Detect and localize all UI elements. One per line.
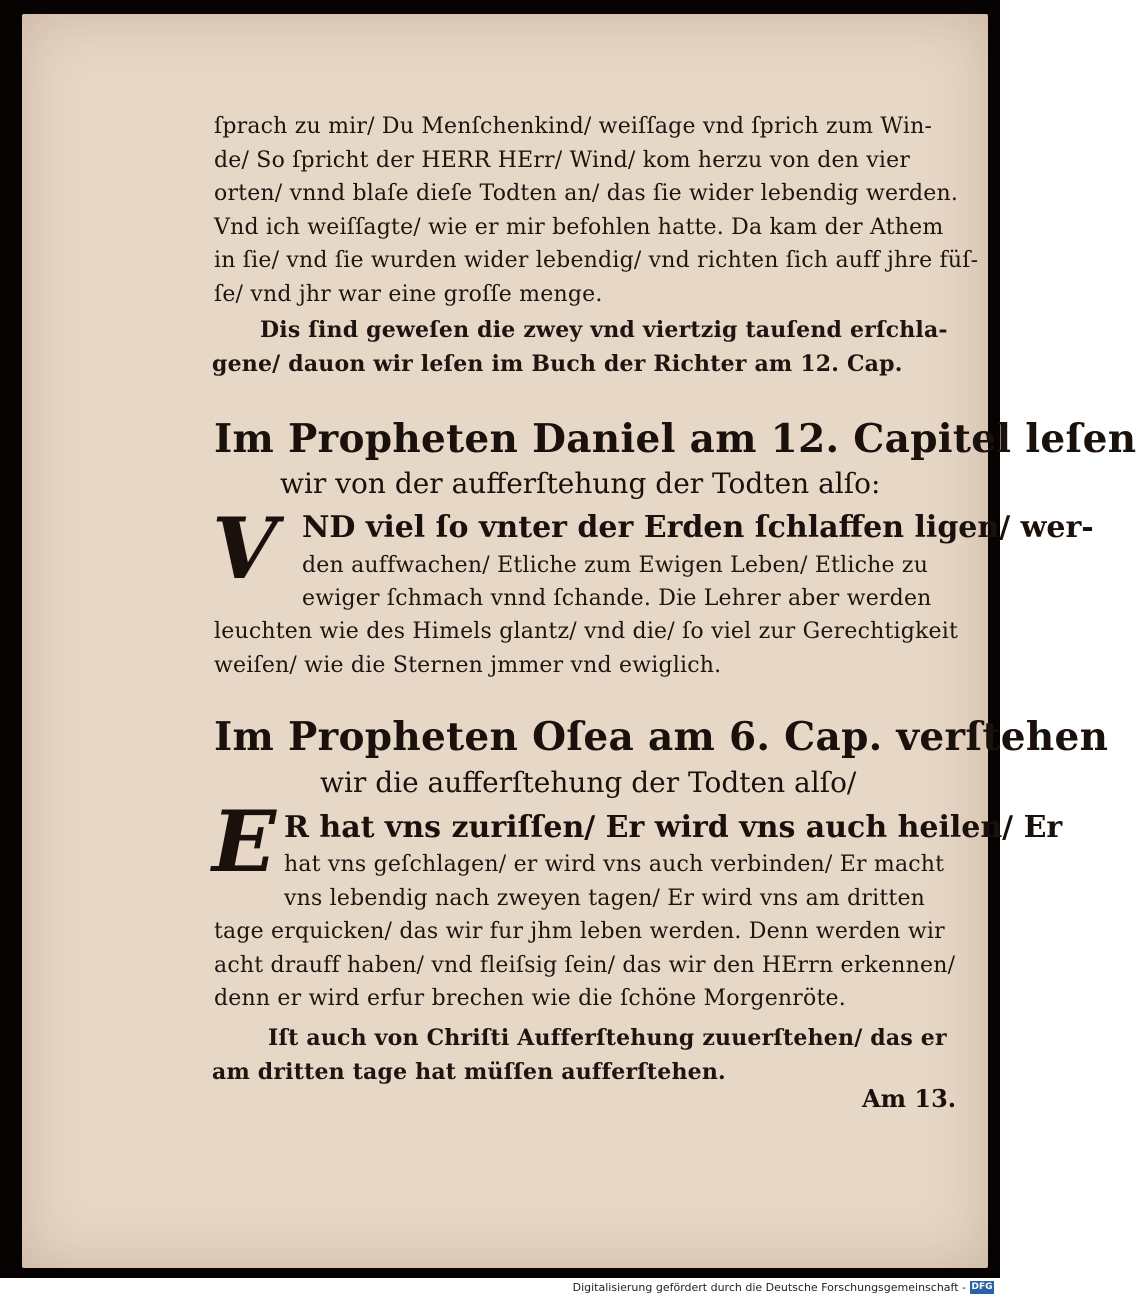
osea-first-line: R hat vns zuriſſen/ Er wird vns auch heilen/ Er	[284, 810, 1063, 845]
text-line: ewiger ſchmach vnnd ſchande. Die Lehrer aber werden	[302, 586, 932, 611]
paragraph-daniel-rest	[214, 615, 964, 682]
heading-osea-line2: wir die aufferſtehung der Todten alſo/	[320, 766, 857, 799]
text-line: Iſt auch von Chriſti Aufferſtehung zuuerſtehen/ das er	[268, 1025, 947, 1051]
paragraph-osea	[284, 848, 944, 915]
text-line: leuchten wie des Himels glantz/ vnd die/ ſo viel zur Gerechtigkeit	[214, 619, 959, 644]
heading-osea-line1: Im Propheten Oſea am 6. Cap. verſtehen	[214, 714, 1109, 760]
text-line: Dis ſind geweſen die zwey vnd viertzig tauſend erſchla-	[260, 317, 948, 343]
drop-cap-e: E	[212, 792, 277, 891]
text-line: am dritten tage hat müſſen aufferſtehen.	[212, 1058, 726, 1085]
text-line: orten/ vnnd blaſe dieſe Todten an/ das ſie wider lebendig werden.	[214, 181, 959, 206]
text-line: denn er wird erfur brechen wie die ſchöne Morgenröte.	[214, 986, 846, 1011]
footer-bar	[0, 1278, 1000, 1297]
text-line: weiſen/ wie die Sternen jmmer vnd ewiglich.	[214, 652, 722, 678]
daniel-first-line: ND viel ſo vnter der Erden ſchlaffen ligen/ wer-	[302, 510, 1094, 545]
paragraph-forty-two-thousand	[212, 314, 962, 381]
paragraph-daniel-cont	[302, 582, 942, 616]
text-line: tage erquicken/ das wir fur jhm leben werden. Denn werden wir	[214, 919, 945, 944]
text-line: acht drauff haben/ vnd fleiſsig ſein/ das wir den HErrn erkennen/	[214, 952, 956, 978]
dfg-logo-icon: DFG	[971, 1282, 993, 1292]
text-line: ſe/ vnd jhr war eine groſſe menge.	[214, 281, 603, 307]
text-line: den auffwachen/ Etliche zum Ewigen Leben/ Etliche zu	[302, 553, 929, 578]
footer-credit: Digitalisierung gefördert durch die Deutsche Forschungsgemeinschaft -	[572, 1281, 966, 1294]
drop-cap-v: V	[212, 499, 278, 598]
text-line: in ſie/ vnd ſie wurden wider lebendig/ vnd richten ſich auff jhre füſ-	[214, 248, 979, 273]
paragraph-daniel	[302, 549, 942, 583]
text-line: gene/ dauon wir leſen im Buch der Richter am 12. Cap.	[212, 350, 903, 377]
text-line: hat vns geſchlagen/ er wird vns auch verbinden/ Er macht	[284, 852, 945, 877]
book-page	[22, 14, 1136, 1268]
heading-daniel-line2: wir von der aufferſtehung der Todten alſo:	[280, 467, 881, 500]
text-line: vns lebendig nach zweyen tagen/ Er wird vns am dritten	[284, 885, 926, 911]
paragraph-ezekiel	[214, 110, 979, 311]
text-line: Vnd ich weiſſagte/ wie er mir befohlen hatte. Da kam der Athem	[214, 214, 944, 240]
catchword: Am 13.	[862, 1084, 957, 1113]
heading-daniel-line1: Im Propheten Daniel am 12. Capitel leſen	[214, 416, 1136, 462]
text-line: ſprach zu mir/ Du Menſchenkind/ weiſſage vnd ſprich zum Win-	[214, 114, 933, 139]
paragraph-christ-resurrection	[212, 1022, 962, 1089]
text-line: de/ So ſpricht der HERR HErr/ Wind/ kom herzu von den vier	[214, 147, 911, 173]
paragraph-osea-rest	[214, 915, 964, 1016]
